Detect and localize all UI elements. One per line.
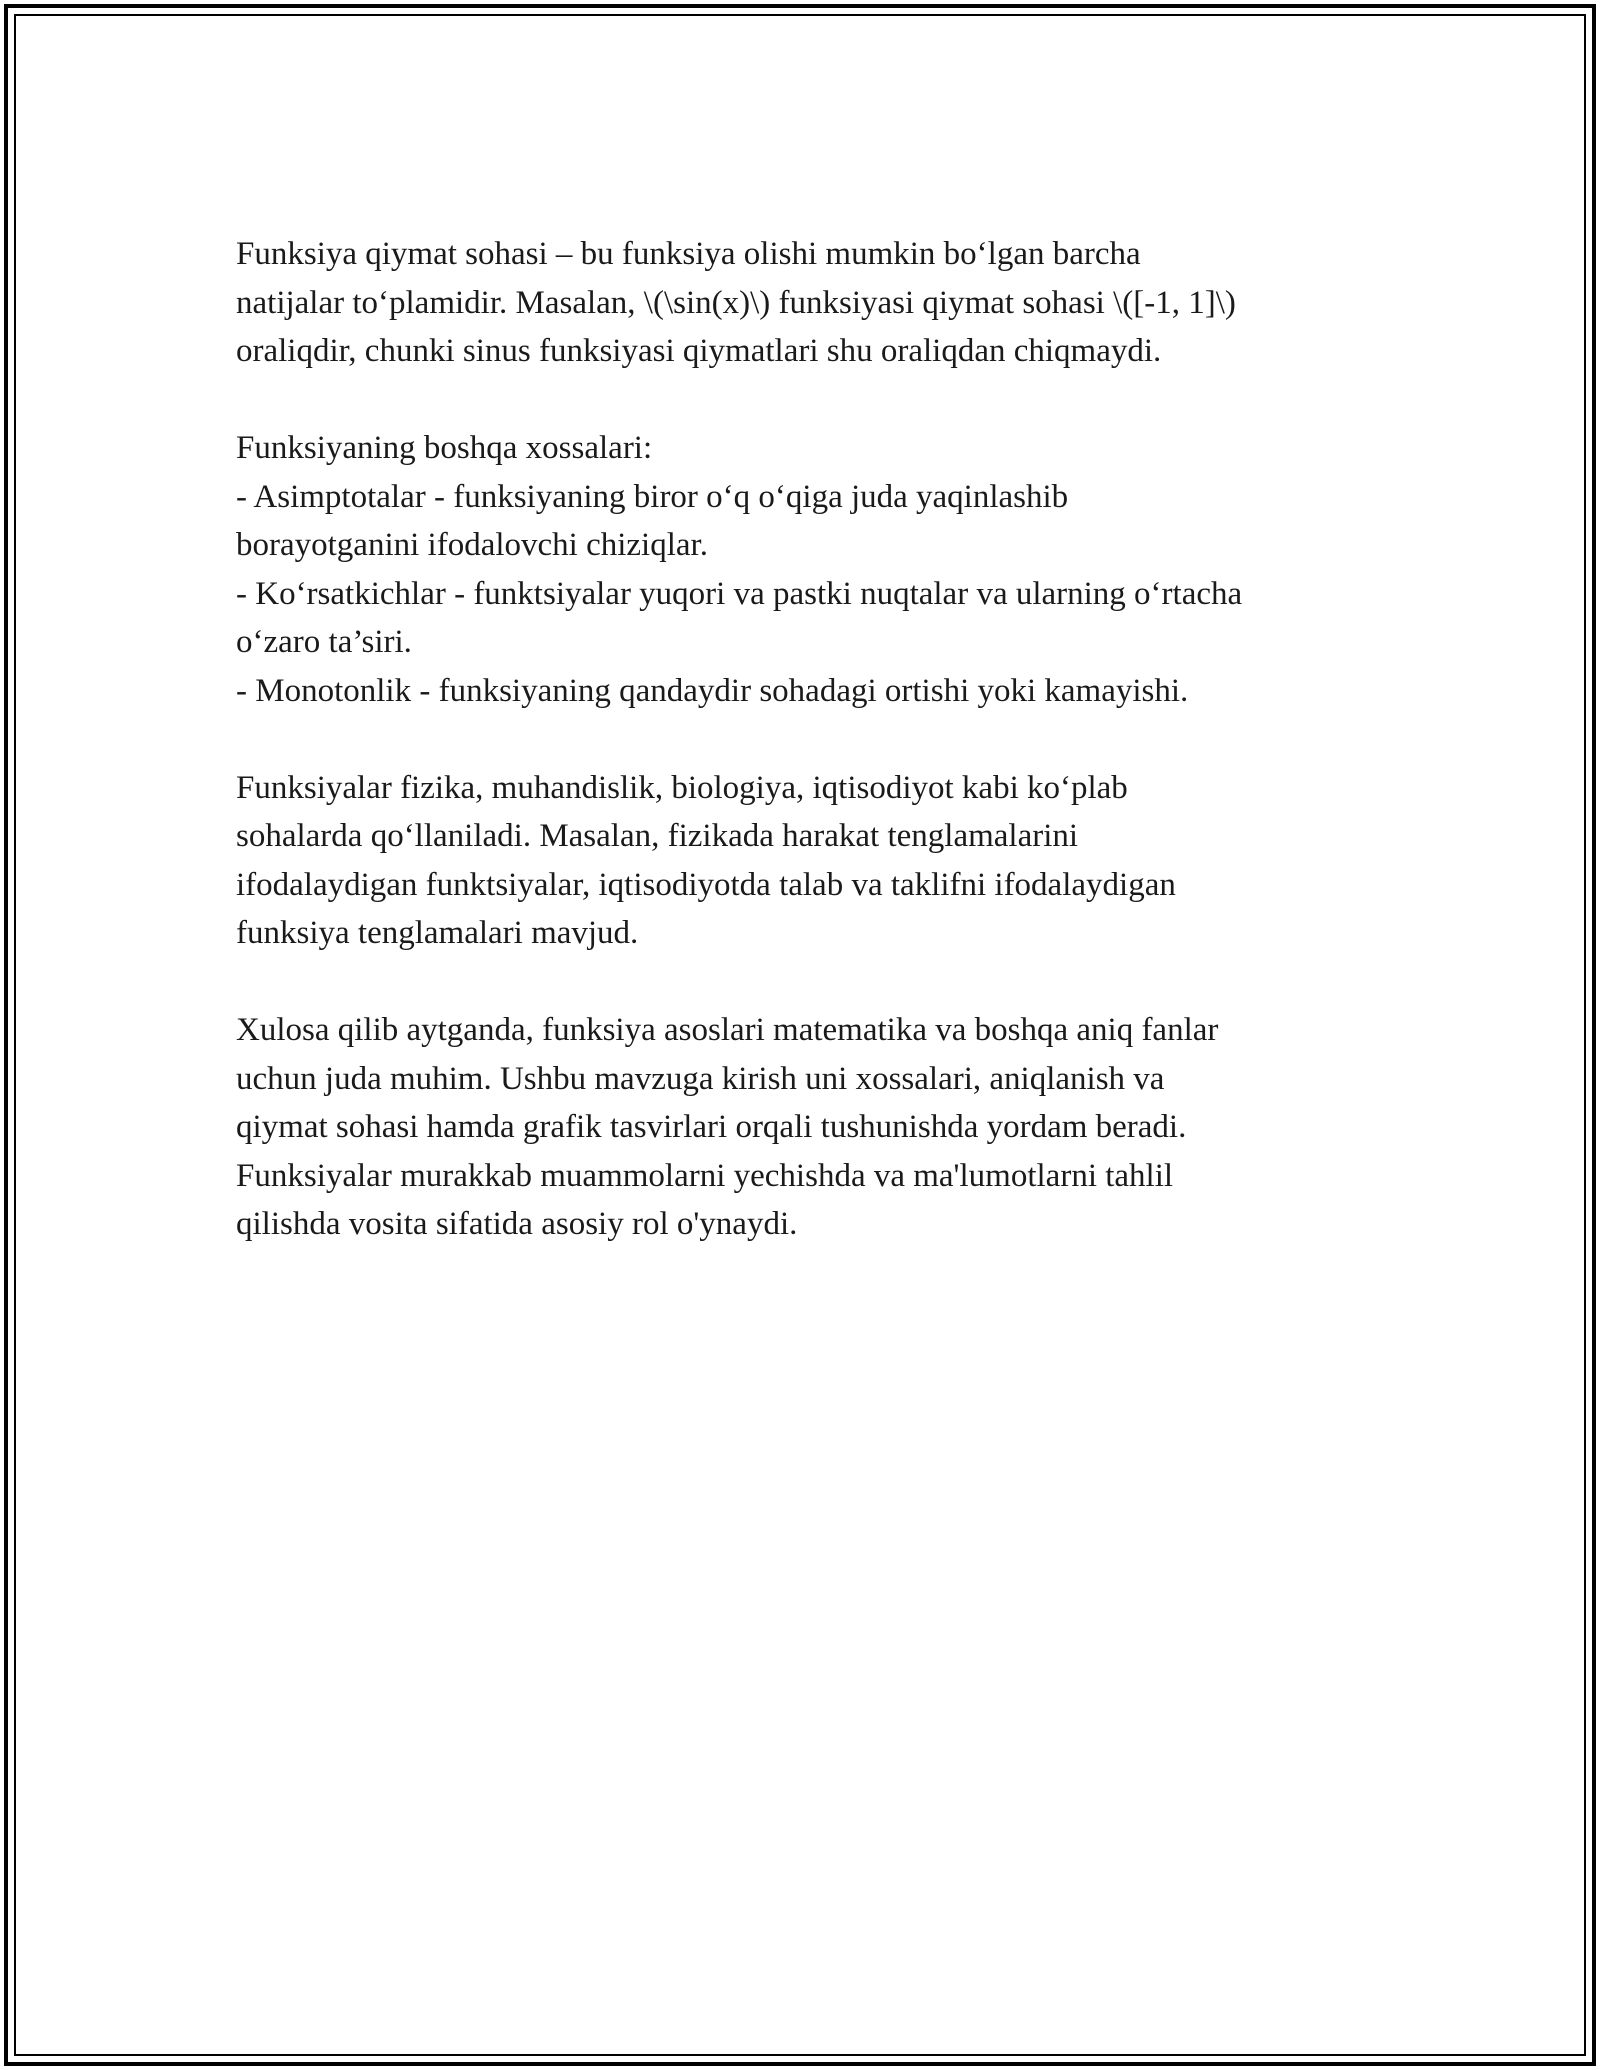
text-line: - Asimptotalar - funksiyaning biror o‘q o‘qiga juda yaqinlashib — [236, 478, 1069, 515]
text-line: - Ko‘rsatkichlar - funktsiyalar yuqori va pastki nuqtalar va ularning o‘rtacha — [236, 575, 1243, 612]
text-line: ifodalaydigan funktsiyalar, iqtisodiyotda talab va taklifni ifodalaydigan — [236, 866, 1176, 903]
text-line: qilishda vosita sifatida asosiy rol o'ynaydi. — [236, 1206, 798, 1242]
paragraph-other-properties — [236, 424, 1386, 715]
text-line: sohalarda qo‘llaniladi. Masalan, fizikada harakat tenglamalarini — [236, 818, 1079, 854]
text-line: natijalar to‘plamidir. Masalan, \(\sin(x)\) funksiyasi qiymat sohasi \([-1, 1]\) — [236, 284, 1236, 321]
paragraph-applications — [236, 764, 1386, 958]
text-line: Funksiya qiymat sohasi – bu funksiya olishi mumkin bo‘lgan barcha — [236, 236, 1141, 272]
text-line: Xulosa qilib aytganda, funksiya asoslari matematika va boshqa aniq fanlar — [236, 1012, 1219, 1048]
paragraph-conclusion — [236, 1006, 1386, 1249]
text-line: funksiya tenglamalari mavjud. — [236, 915, 639, 951]
text-line: - Monotonlik - funksiyaning qandaydir sohadagi ortishi yoki kamayishi. — [236, 672, 1189, 709]
text-line: Funksiyalar murakkab muammolarni yechishda va ma'lumotlarni tahlil — [236, 1157, 1174, 1194]
text-line: qiymat sohasi hamda grafik tasvirlari orqali tushunishda yordam beradi. — [236, 1109, 1187, 1145]
paragraph-value-range — [236, 230, 1386, 376]
text-line: oraliqdir, chunki sinus funksiyasi qiymatlari shu oraliqdan chiqmaydi. — [236, 333, 1162, 369]
text-line: Funksiyalar fizika, muhandislik, biologiya, iqtisodiyot kabi ko‘plab — [236, 769, 1128, 806]
document-body — [236, 230, 1386, 1297]
text-line: uchun juda muhim. Ushbu mavzuga kirish uni xossalari, aniqlanish va — [236, 1060, 1165, 1097]
text-line: o‘zaro ta’siri. — [236, 624, 412, 660]
text-line: borayotganini ifodalovchi chiziqlar. — [236, 527, 708, 563]
text-line: Funksiyaning boshqa xossalari: — [236, 430, 653, 466]
